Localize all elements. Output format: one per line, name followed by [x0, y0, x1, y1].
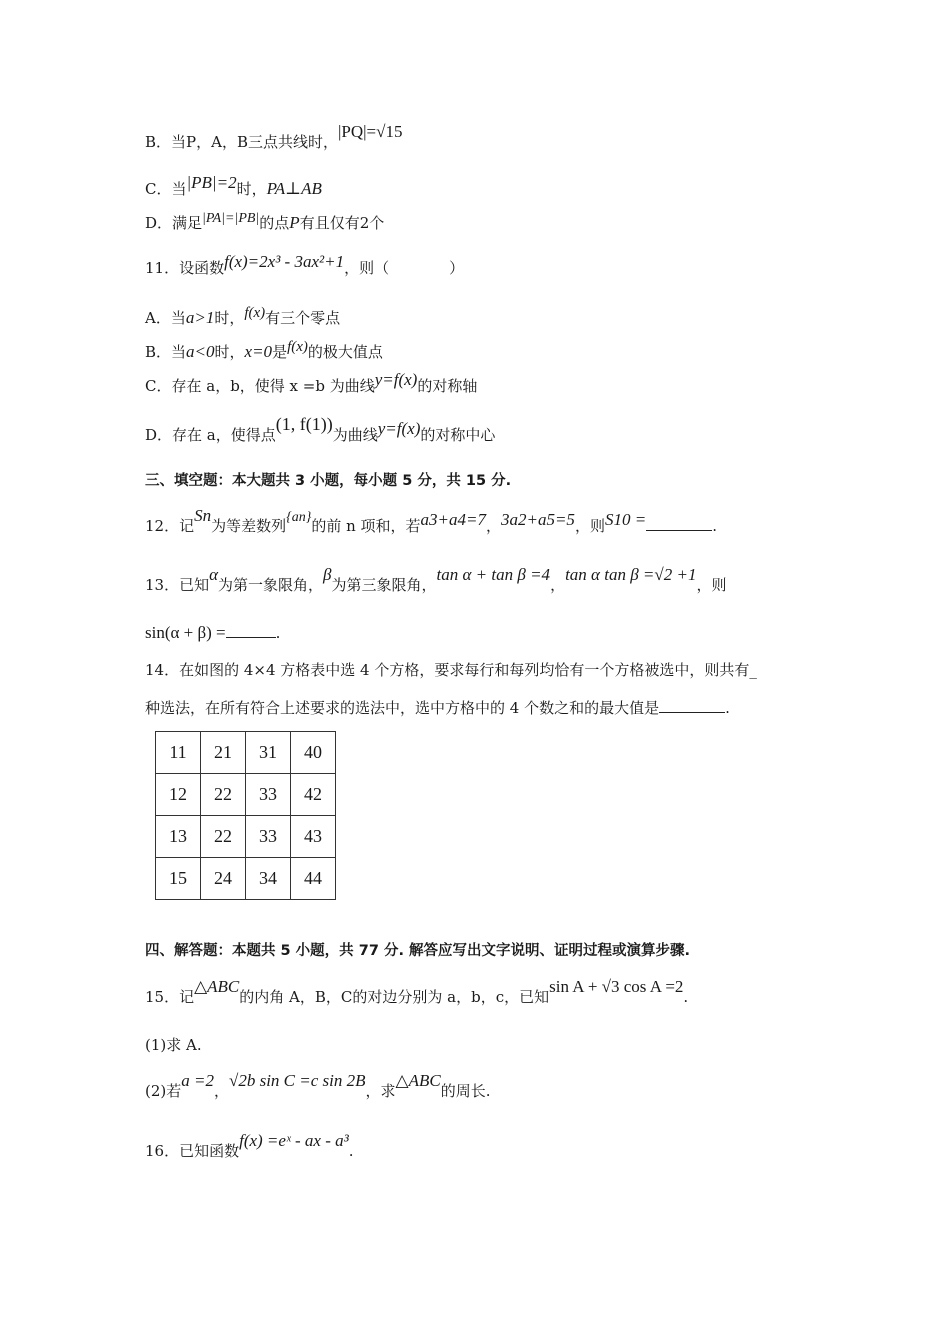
q12-mid2: 的前 n 项和，若: [311, 517, 421, 535]
q12-pre: 12．记: [145, 517, 195, 535]
q13-f2: tan α tan β =√2 +1: [565, 565, 697, 584]
q13-tail: ，则: [696, 576, 727, 594]
q14-line1: 14．在如图的 4×4 方格表中选 4 个方格，要求每行和每列均恰有一个方格被选中，则共有_: [145, 661, 757, 679]
q12-mid1: 为等差数列: [211, 517, 287, 535]
q12-an: {an}: [286, 510, 312, 525]
q13-beta: β: [323, 565, 332, 584]
q11-formula: f(x)=2x³ - 3ax²+1: [224, 252, 345, 271]
grid-cell: 21: [201, 732, 246, 774]
q13-mid2: 为第三象限角，: [331, 576, 437, 594]
q11-a-mid: 时，: [214, 309, 245, 327]
q11-stem-text: 11．设函数: [145, 259, 225, 277]
q11-a-tail: 有三个零点: [265, 309, 341, 327]
q15-p2-sep: ，: [213, 1082, 229, 1100]
q11-a-pre: A．当: [145, 309, 186, 327]
q11-b-mid2: 是: [272, 343, 288, 361]
q11-d-f1: (1, f(1)): [275, 414, 333, 434]
q11-d-pre: D．存在 a，使得点: [145, 426, 276, 444]
q14-answer-blank: [659, 698, 725, 713]
q15-pre: 15．记: [145, 988, 195, 1006]
q13-line2-end: .: [275, 624, 281, 642]
q10-c-formula1: |PB|=2: [186, 173, 237, 192]
q13-line2-formula: sin(α + β) =: [145, 623, 226, 642]
q12-mid3: ，则: [574, 517, 605, 535]
q11-d-mid: 为曲线: [332, 426, 378, 444]
q12-f3: S10 =: [604, 510, 647, 529]
q15-p2-triangle: △ABC: [395, 1071, 441, 1090]
q14-line2-end: .: [725, 699, 730, 717]
q10-c-formula2: PA⊥AB: [266, 179, 322, 198]
q11-c-tail: 的对称轴: [417, 377, 478, 395]
q14-line2-text: 种选法，在所有符合上述要求的选法中，选中方格中的 4 个数之和的最大值是: [145, 699, 660, 717]
q10-d-text: D．满足: [145, 214, 203, 232]
grid-cell: 43: [291, 816, 336, 858]
q11-b-mid: 时，: [214, 343, 245, 361]
q11-option-b: [145, 339, 383, 363]
q13-line1: [145, 565, 727, 595]
grid-cell: 40: [291, 732, 336, 774]
q10-c-text: C．当: [145, 180, 187, 198]
q12-sep1: ，: [485, 517, 501, 535]
q11-option-d: [145, 414, 496, 445]
q15-p2-tail: 的周长.: [440, 1082, 491, 1100]
q11-d-tail: 的对称中心: [420, 426, 496, 444]
q10-b-text: B．当P，A，B三点共线时，: [145, 133, 338, 151]
q10-d-formula: |PA|=|PB|: [202, 211, 260, 226]
q11-d-f2: y=f(x): [377, 419, 421, 438]
q10-b-formula: |PQ|=√15: [337, 122, 403, 141]
q13-mid1: 为第一象限角，: [218, 576, 324, 594]
q15-end: .: [683, 988, 689, 1006]
grid-cell: 33: [246, 816, 291, 858]
grid-row: [156, 732, 336, 774]
q11-b-f3: f(x): [287, 339, 308, 355]
q12-answer-blank: [646, 516, 712, 531]
q11-stem: [145, 252, 465, 278]
q16-formula: f(x) =eˣ - ax - a³: [239, 1131, 349, 1150]
q14-line2: [145, 698, 730, 718]
q11-b-f2: x=0: [244, 342, 273, 361]
q10-d-p: P: [289, 213, 300, 232]
q10-c-mid: 时，: [236, 180, 267, 198]
q10-d-tail1: 的点: [259, 214, 290, 232]
q11-a-f2: f(x): [244, 305, 266, 321]
q12-end: .: [712, 517, 717, 535]
q16-pre: 16．已知函数: [145, 1142, 240, 1160]
grid-cell: 44: [291, 858, 336, 900]
q15-line: [145, 977, 689, 1007]
q15-part2: [145, 1071, 491, 1101]
q16-line: [145, 1131, 354, 1161]
q11-c-pre: C．存在 a，b，使得 x =b 为曲线: [145, 377, 375, 395]
grid-cell: 22: [201, 774, 246, 816]
q13-answer-blank: [226, 623, 276, 638]
q11-option-c: [145, 370, 478, 396]
grid-cell: 13: [156, 816, 201, 858]
q13-pre: 13．已知: [145, 576, 210, 594]
q13-alpha: α: [209, 565, 219, 584]
grid-cell: 12: [156, 774, 201, 816]
q11-b-pre: B．当: [145, 343, 187, 361]
q12-f1: a3+a4=7: [420, 510, 486, 529]
q13-f1: tan α + tan β =4: [436, 565, 551, 584]
grid-cell: 34: [246, 858, 291, 900]
grid-cell: 11: [156, 732, 201, 774]
q16-end: .: [348, 1142, 354, 1160]
q12-f2: 3a2+a5=5: [500, 510, 575, 529]
q11-tail: ，则（ ）: [344, 259, 465, 277]
section3-heading: 三、填空题：本大题共 3 小题，每小题 5 分，共 15 分.: [145, 473, 512, 489]
section4-heading: 四、解答题：本题共 5 小题，共 77 分. 解答应写出文字说明、证明过程或演算步骤.: [145, 943, 691, 959]
q13-line2: [145, 623, 280, 643]
grid-cell: 31: [246, 732, 291, 774]
q11-option-a: [145, 305, 341, 329]
q15-mid: 的内角 A，B，C的对边分别为 a，b，c，已知: [239, 988, 550, 1006]
q15-p2-f2: √2b sin C =c sin 2B: [229, 1071, 366, 1090]
q15-formula: sin A + √3 cos A =2: [549, 977, 684, 996]
grid-row: [156, 858, 336, 900]
grid-row: [156, 816, 336, 858]
q11-b-f1: a<0: [186, 342, 215, 361]
grid-cell: 42: [291, 774, 336, 816]
q15-p2-f1: a =2: [181, 1071, 214, 1090]
grid-row: [156, 774, 336, 816]
q11-a-f1: a>1: [185, 308, 215, 327]
q10-d-tail2: 有且仅有2个: [299, 214, 385, 232]
q12-sn: Sn: [194, 506, 212, 525]
q11-b-tail: 的极大值点: [307, 343, 383, 361]
q14-number-grid: [155, 731, 336, 900]
q15-part1: (1)求 A.: [145, 1036, 202, 1054]
q13-sep: ，: [550, 576, 566, 594]
q12-line: [145, 506, 717, 538]
grid-cell: 24: [201, 858, 246, 900]
q15-p2-mid: ，求: [365, 1082, 396, 1100]
q10-option-c: [145, 173, 322, 199]
grid-cell: 33: [246, 774, 291, 816]
q15-triangle: △ABC: [194, 977, 240, 996]
q11-c-f: y=f(x): [374, 370, 418, 389]
grid-cell: 22: [201, 816, 246, 858]
q15-p2-pre: (2)若: [145, 1082, 182, 1100]
grid-cell: 15: [156, 858, 201, 900]
q10-option-b: [145, 122, 403, 152]
q10-option-d: [145, 213, 384, 235]
